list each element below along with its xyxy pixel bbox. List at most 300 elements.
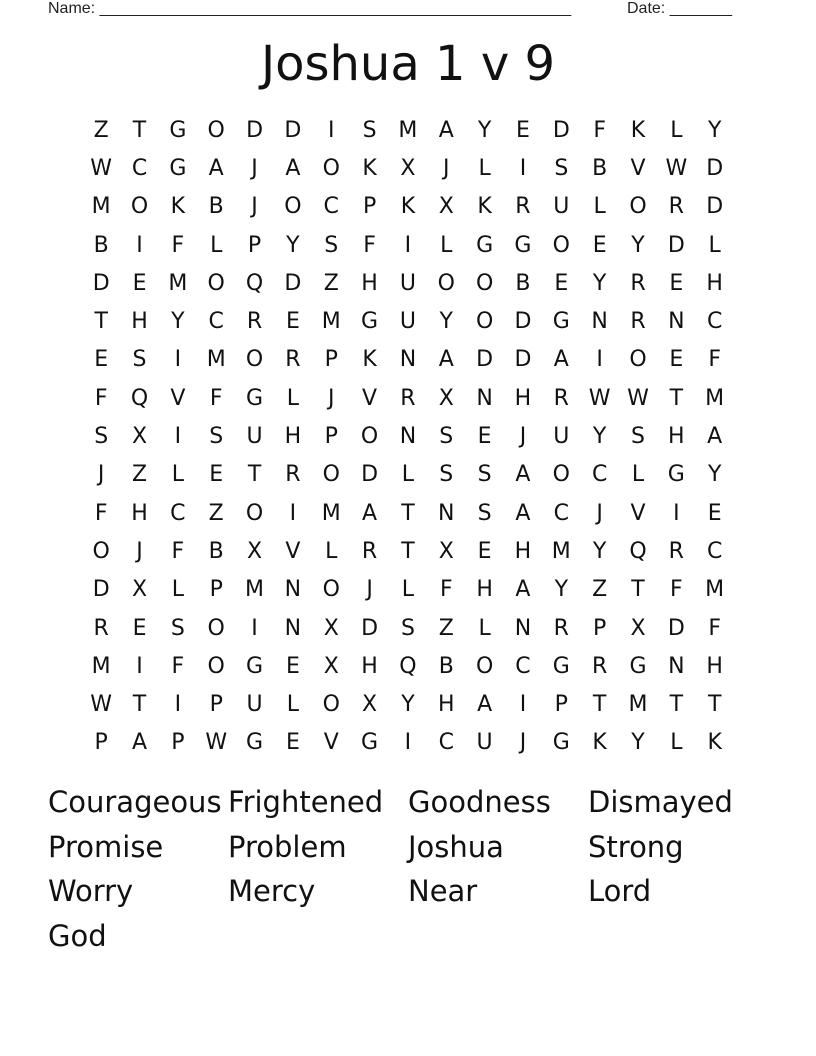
grid-letter: X <box>131 577 148 603</box>
grid-letter: D <box>552 117 570 143</box>
grid-letter: B <box>592 155 608 181</box>
grid-letter: V <box>323 730 339 756</box>
grid-letter: N <box>399 347 417 373</box>
grid-letter: I <box>519 692 527 718</box>
grid-letter: Q <box>629 538 647 564</box>
grid-letter: V <box>630 155 646 181</box>
grid-letter: C <box>131 155 148 181</box>
grid-letter: J <box>97 462 105 488</box>
grid-letter: G <box>552 730 570 756</box>
word-list-item: Courageous <box>48 785 222 820</box>
grid-letter: K <box>170 194 186 220</box>
grid-letter: N <box>284 577 302 603</box>
grid-letter: P <box>94 730 108 756</box>
grid-letter: C <box>208 309 224 335</box>
grid-letter: M <box>628 692 648 718</box>
grid-letter: J <box>251 194 258 220</box>
grid-letter: A <box>515 462 531 488</box>
grid-letter: O <box>629 347 647 373</box>
grid-letter: C <box>515 653 531 679</box>
grid-letter: S <box>554 155 569 181</box>
grid-letter: R <box>361 538 378 564</box>
grid-letter: X <box>438 385 454 411</box>
grid-letter: M <box>398 117 418 143</box>
grid-letter: E <box>669 347 684 373</box>
grid-letter: E <box>285 653 300 679</box>
grid-letter: T <box>631 577 645 603</box>
word-list-item: Frightened <box>228 785 384 820</box>
grid-letter: Y <box>171 309 185 335</box>
grid-letter: Y <box>592 538 607 564</box>
grid-letter: N <box>591 309 608 335</box>
grid-letter: V <box>362 385 378 411</box>
grid-letter: C <box>170 500 186 526</box>
grid-letter: S <box>477 500 492 526</box>
grid-letter: R <box>668 538 684 564</box>
grid-letter: O <box>284 194 302 220</box>
grid-letter: P <box>554 692 568 718</box>
grid-letter: Z <box>438 615 454 641</box>
grid-letter: U <box>399 270 416 296</box>
grid-letter: O <box>360 424 379 450</box>
grid-letter: G <box>514 232 532 258</box>
grid-letter: S <box>477 462 492 488</box>
grid-letter: H <box>284 424 302 450</box>
grid-letter: J <box>327 385 335 411</box>
grid-letter: O <box>437 270 455 296</box>
grid-letter: K <box>630 117 646 143</box>
grid-letter: O <box>207 117 225 143</box>
grid-letter: J <box>596 500 603 526</box>
grid-letter: C <box>438 730 454 756</box>
grid-letter: Y <box>707 462 722 488</box>
grid-letter: Y <box>631 730 645 756</box>
grid-letter: O <box>552 232 570 258</box>
grid-letter: R <box>93 615 109 641</box>
grid-letter: L <box>708 232 721 258</box>
grid-letter: E <box>707 500 722 526</box>
grid-letter: O <box>475 309 494 335</box>
grid-letter: A <box>362 500 378 526</box>
word-list-item: Lord <box>588 874 652 909</box>
grid-letter: T <box>669 692 684 718</box>
grid-letter: C <box>706 309 723 335</box>
grid-letter: D <box>284 270 302 296</box>
grid-letter: N <box>284 615 302 641</box>
grid-letter: J <box>251 155 258 181</box>
grid-letter: W <box>627 385 649 411</box>
grid-letter: G <box>552 653 570 679</box>
grid-letter: S <box>209 424 224 450</box>
grid-letter: F <box>94 385 108 411</box>
grid-letter: E <box>285 309 300 335</box>
grid-letter: F <box>171 232 185 258</box>
grid-letter: U <box>476 730 493 756</box>
grid-letter: G <box>169 155 187 181</box>
grid-letter: J <box>366 577 373 603</box>
grid-letter: R <box>553 385 569 411</box>
grid-letter: E <box>132 270 147 296</box>
grid-letter: L <box>171 577 184 603</box>
grid-letter: L <box>478 155 491 181</box>
word-list-item: Mercy <box>228 874 316 909</box>
grid-letter: D <box>92 577 110 603</box>
grid-letter: H <box>361 653 378 679</box>
grid-letter: S <box>631 424 645 450</box>
grid-letter: S <box>439 424 454 450</box>
grid-letter: D <box>667 232 685 258</box>
grid-letter: D <box>706 194 724 220</box>
grid-letter: T <box>132 692 147 718</box>
grid-letter: O <box>629 194 647 220</box>
grid-letter: A <box>553 347 569 373</box>
grid-letter: H <box>706 653 723 679</box>
grid-letter: K <box>707 730 722 756</box>
grid-letter: G <box>629 653 647 679</box>
grid-letter: L <box>401 577 415 603</box>
grid-letter: F <box>708 615 721 641</box>
grid-letter: G <box>361 730 379 756</box>
grid-letter: E <box>477 538 492 564</box>
grid-letter: L <box>171 462 184 488</box>
grid-letter: N <box>476 385 493 411</box>
grid-letter: K <box>362 155 377 181</box>
word-list-item: Strong <box>588 829 684 864</box>
grid-letter: E <box>669 270 684 296</box>
grid-letter: H <box>437 692 455 718</box>
grid-letter: N <box>514 615 532 641</box>
grid-letter: Z <box>208 500 224 526</box>
grid-letter: Y <box>592 424 607 450</box>
grid-letter: O <box>322 577 340 603</box>
grid-letter: B <box>93 232 109 258</box>
grid-letter: S <box>439 462 454 488</box>
grid-letter: G <box>246 730 264 756</box>
grid-letter: D <box>246 117 264 143</box>
letter-grid <box>82 111 734 762</box>
grid-letter: D <box>706 155 724 181</box>
grid-letter: I <box>519 155 527 181</box>
grid-letter: A <box>515 577 531 603</box>
grid-letter: F <box>171 538 185 564</box>
grid-letter: W <box>665 155 688 181</box>
grid-letter: P <box>593 615 607 641</box>
grid-letter: F <box>670 577 683 603</box>
grid-letter: I <box>136 232 143 258</box>
grid-letter: O <box>322 462 340 488</box>
grid-letter: X <box>630 615 646 641</box>
grid-letter: I <box>596 347 603 373</box>
grid-letter: L <box>670 730 683 756</box>
grid-letter: H <box>131 500 148 526</box>
grid-letter: M <box>705 577 725 603</box>
grid-letter: R <box>285 347 301 373</box>
grid-letter: D <box>514 309 532 335</box>
grid-letter: L <box>593 194 606 220</box>
grid-letter: C <box>553 500 569 526</box>
grid-letter: G <box>476 232 494 258</box>
grid-letter: H <box>361 270 378 296</box>
grid-letter: E <box>592 232 607 258</box>
grid-letter: A <box>131 730 148 756</box>
grid-letter: O <box>475 270 494 296</box>
grid-letter: N <box>399 424 417 450</box>
grid-letter: D <box>514 347 532 373</box>
grid-letter: O <box>552 462 570 488</box>
grid-letter: V <box>285 538 301 564</box>
grid-letter: F <box>593 117 606 143</box>
grid-letter: H <box>476 577 493 603</box>
grid-letter: S <box>170 615 185 641</box>
word-list-item: Goodness <box>408 785 551 820</box>
grid-letter: A <box>477 692 493 718</box>
grid-letter: H <box>514 538 532 564</box>
grid-letter: H <box>706 270 723 296</box>
grid-letter: G <box>246 385 264 411</box>
grid-letter: Q <box>245 270 264 296</box>
word-list-item: Dismayed <box>588 785 733 820</box>
word-list-item: Worry <box>48 874 134 909</box>
grid-letter: X <box>362 692 378 718</box>
grid-letter: N <box>438 500 455 526</box>
grid-letter: P <box>324 424 338 450</box>
grid-letter: C <box>323 194 339 220</box>
grid-letter: M <box>705 385 725 411</box>
grid-letter: R <box>400 385 416 411</box>
grid-letter: T <box>707 692 722 718</box>
grid-letter: K <box>592 730 607 756</box>
grid-letter: N <box>668 309 685 335</box>
grid-letter: L <box>286 692 300 718</box>
grid-letter: H <box>514 385 532 411</box>
grid-letter: Z <box>592 577 608 603</box>
grid-letter: A <box>515 500 531 526</box>
grid-letter: O <box>245 500 264 526</box>
grid-letter: I <box>174 347 182 373</box>
grid-letter: M <box>245 577 265 603</box>
grid-letter: X <box>438 538 454 564</box>
grid-letter: L <box>210 232 223 258</box>
grid-letter: D <box>667 615 685 641</box>
grid-letter: R <box>630 270 646 296</box>
grid-letter: I <box>174 692 182 718</box>
grid-letter: S <box>132 347 147 373</box>
grid-letter: T <box>592 692 607 718</box>
word-list-item: Joshua <box>408 829 504 864</box>
grid-letter: M <box>551 538 571 564</box>
grid-letter: O <box>245 347 264 373</box>
grid-letter: W <box>90 692 113 718</box>
grid-letter: Z <box>323 270 339 296</box>
grid-letter: M <box>91 194 111 220</box>
grid-letter: P <box>209 692 223 718</box>
grid-letter: A <box>208 155 224 181</box>
grid-letter: Y <box>401 692 415 718</box>
grid-letter: U <box>553 194 570 220</box>
grid-letter: H <box>131 309 148 335</box>
grid-letter: R <box>591 653 608 679</box>
grid-letter: P <box>247 232 262 258</box>
grid-letter: S <box>362 117 377 143</box>
grid-letter: X <box>131 424 148 450</box>
grid-letter: U <box>553 424 570 450</box>
grid-letter: H <box>668 424 685 450</box>
grid-letter: K <box>362 347 377 373</box>
grid-letter: Q <box>130 385 149 411</box>
grid-letter: Y <box>477 117 492 143</box>
grid-letter: F <box>708 347 721 373</box>
grid-letter: Y <box>631 232 645 258</box>
grid-letter: Q <box>399 653 417 679</box>
grid-letter: I <box>327 117 335 143</box>
grid-letter: F <box>439 577 453 603</box>
grid-letter: C <box>706 538 723 564</box>
grid-letter: R <box>285 462 301 488</box>
grid-letter: P <box>171 730 185 756</box>
grid-letter: O <box>475 653 494 679</box>
grid-letter: T <box>401 538 415 564</box>
grid-letter: A <box>438 347 454 373</box>
grid-letter: D <box>361 615 379 641</box>
grid-letter: L <box>325 538 338 564</box>
grid-letter: E <box>554 270 569 296</box>
grid-letter: Y <box>439 309 453 335</box>
word-list-item: Promise <box>48 829 164 864</box>
word-list <box>48 780 768 958</box>
grid-letter: X <box>247 538 263 564</box>
grid-letter: J <box>136 538 143 564</box>
grid-letter: T <box>132 117 147 143</box>
grid-letter: T <box>247 462 262 488</box>
word-list-item: God <box>48 918 107 953</box>
grid-letter: B <box>208 538 224 564</box>
grid-letter: C <box>591 462 608 488</box>
grid-letter: O <box>207 270 225 296</box>
grid-letter: V <box>630 500 646 526</box>
grid-letter: D <box>92 270 110 296</box>
grid-letter: F <box>94 500 108 526</box>
grid-letter: G <box>667 462 685 488</box>
grid-letter: P <box>324 347 338 373</box>
grid-letter: L <box>478 615 491 641</box>
page-title: Joshua 1 v 9 <box>260 36 556 92</box>
word-list-item: Problem <box>228 829 347 864</box>
grid-letter: V <box>170 385 186 411</box>
grid-letter: R <box>246 309 263 335</box>
grid-letter: J <box>519 424 527 450</box>
grid-letter: I <box>404 730 412 756</box>
word-list-item: Near <box>408 874 478 909</box>
grid-letter: I <box>289 500 297 526</box>
grid-letter: S <box>324 232 339 258</box>
grid-letter: B <box>515 270 531 296</box>
grid-letter: E <box>516 117 530 143</box>
name-field-label[interactable]: Name: _____________________________________________________ <box>48 0 572 17</box>
grid-letter: U <box>246 424 263 450</box>
grid-letter: T <box>94 309 108 335</box>
grid-letter: I <box>136 653 143 679</box>
grid-letter: M <box>91 653 111 679</box>
grid-letter: N <box>668 653 685 679</box>
grid-letter: D <box>361 462 379 488</box>
grid-letter: X <box>400 155 416 181</box>
grid-letter: I <box>404 232 412 258</box>
grid-letter: F <box>209 385 223 411</box>
grid-letter: Z <box>93 117 109 143</box>
grid-letter: D <box>476 347 494 373</box>
grid-letter: A <box>707 424 723 450</box>
grid-letter: O <box>322 692 340 718</box>
grid-letter: W <box>588 385 611 411</box>
grid-letter: W <box>205 730 228 756</box>
grid-letter: F <box>171 653 185 679</box>
grid-letter: B <box>438 653 454 679</box>
grid-letter: R <box>630 309 646 335</box>
grid-letter: A <box>438 117 454 143</box>
grid-letter: R <box>515 194 531 220</box>
grid-letter: A <box>285 155 301 181</box>
grid-letter: L <box>631 462 645 488</box>
grid-letter: P <box>209 577 223 603</box>
grid-letter: R <box>668 194 684 220</box>
grid-letter: U <box>246 692 263 718</box>
grid-letter: F <box>363 232 376 258</box>
grid-letter: Y <box>286 232 300 258</box>
grid-letter: X <box>438 194 454 220</box>
grid-letter: X <box>323 615 339 641</box>
grid-letter: G <box>169 117 187 143</box>
grid-letter: E <box>132 615 147 641</box>
grid-letter: K <box>477 194 492 220</box>
grid-letter: X <box>323 653 339 679</box>
grid-letter: M <box>168 270 188 296</box>
grid-letter: E <box>285 730 300 756</box>
grid-letter: G <box>552 309 570 335</box>
grid-letter: J <box>443 155 450 181</box>
grid-letter: I <box>673 500 680 526</box>
grid-letter: T <box>401 500 415 526</box>
grid-letter: M <box>321 500 341 526</box>
grid-letter: O <box>207 653 225 679</box>
grid-letter: E <box>477 424 492 450</box>
grid-letter: T <box>669 385 684 411</box>
grid-letter: R <box>553 615 569 641</box>
grid-letter: L <box>286 385 300 411</box>
grid-letter: Y <box>707 117 722 143</box>
grid-letter: L <box>670 117 683 143</box>
grid-letter: O <box>130 194 149 220</box>
grid-letter: O <box>322 155 340 181</box>
grid-letter: S <box>94 424 109 450</box>
date-field-label[interactable]: Date: _______ <box>627 0 732 17</box>
grid-letter: G <box>361 309 379 335</box>
grid-letter: D <box>284 117 302 143</box>
grid-letter: Z <box>131 462 148 488</box>
grid-letter: P <box>362 194 377 220</box>
grid-letter: I <box>251 615 258 641</box>
grid-letter: I <box>174 424 182 450</box>
grid-letter: L <box>440 232 453 258</box>
grid-letter: Y <box>554 577 569 603</box>
grid-letter: B <box>208 194 224 220</box>
grid-letter: J <box>519 730 527 756</box>
grid-letter: M <box>206 347 226 373</box>
grid-letter: K <box>400 194 416 220</box>
grid-letter: O <box>207 615 225 641</box>
grid-letter: S <box>400 615 415 641</box>
grid-letter: U <box>399 309 416 335</box>
header-line <box>0 0 816 24</box>
